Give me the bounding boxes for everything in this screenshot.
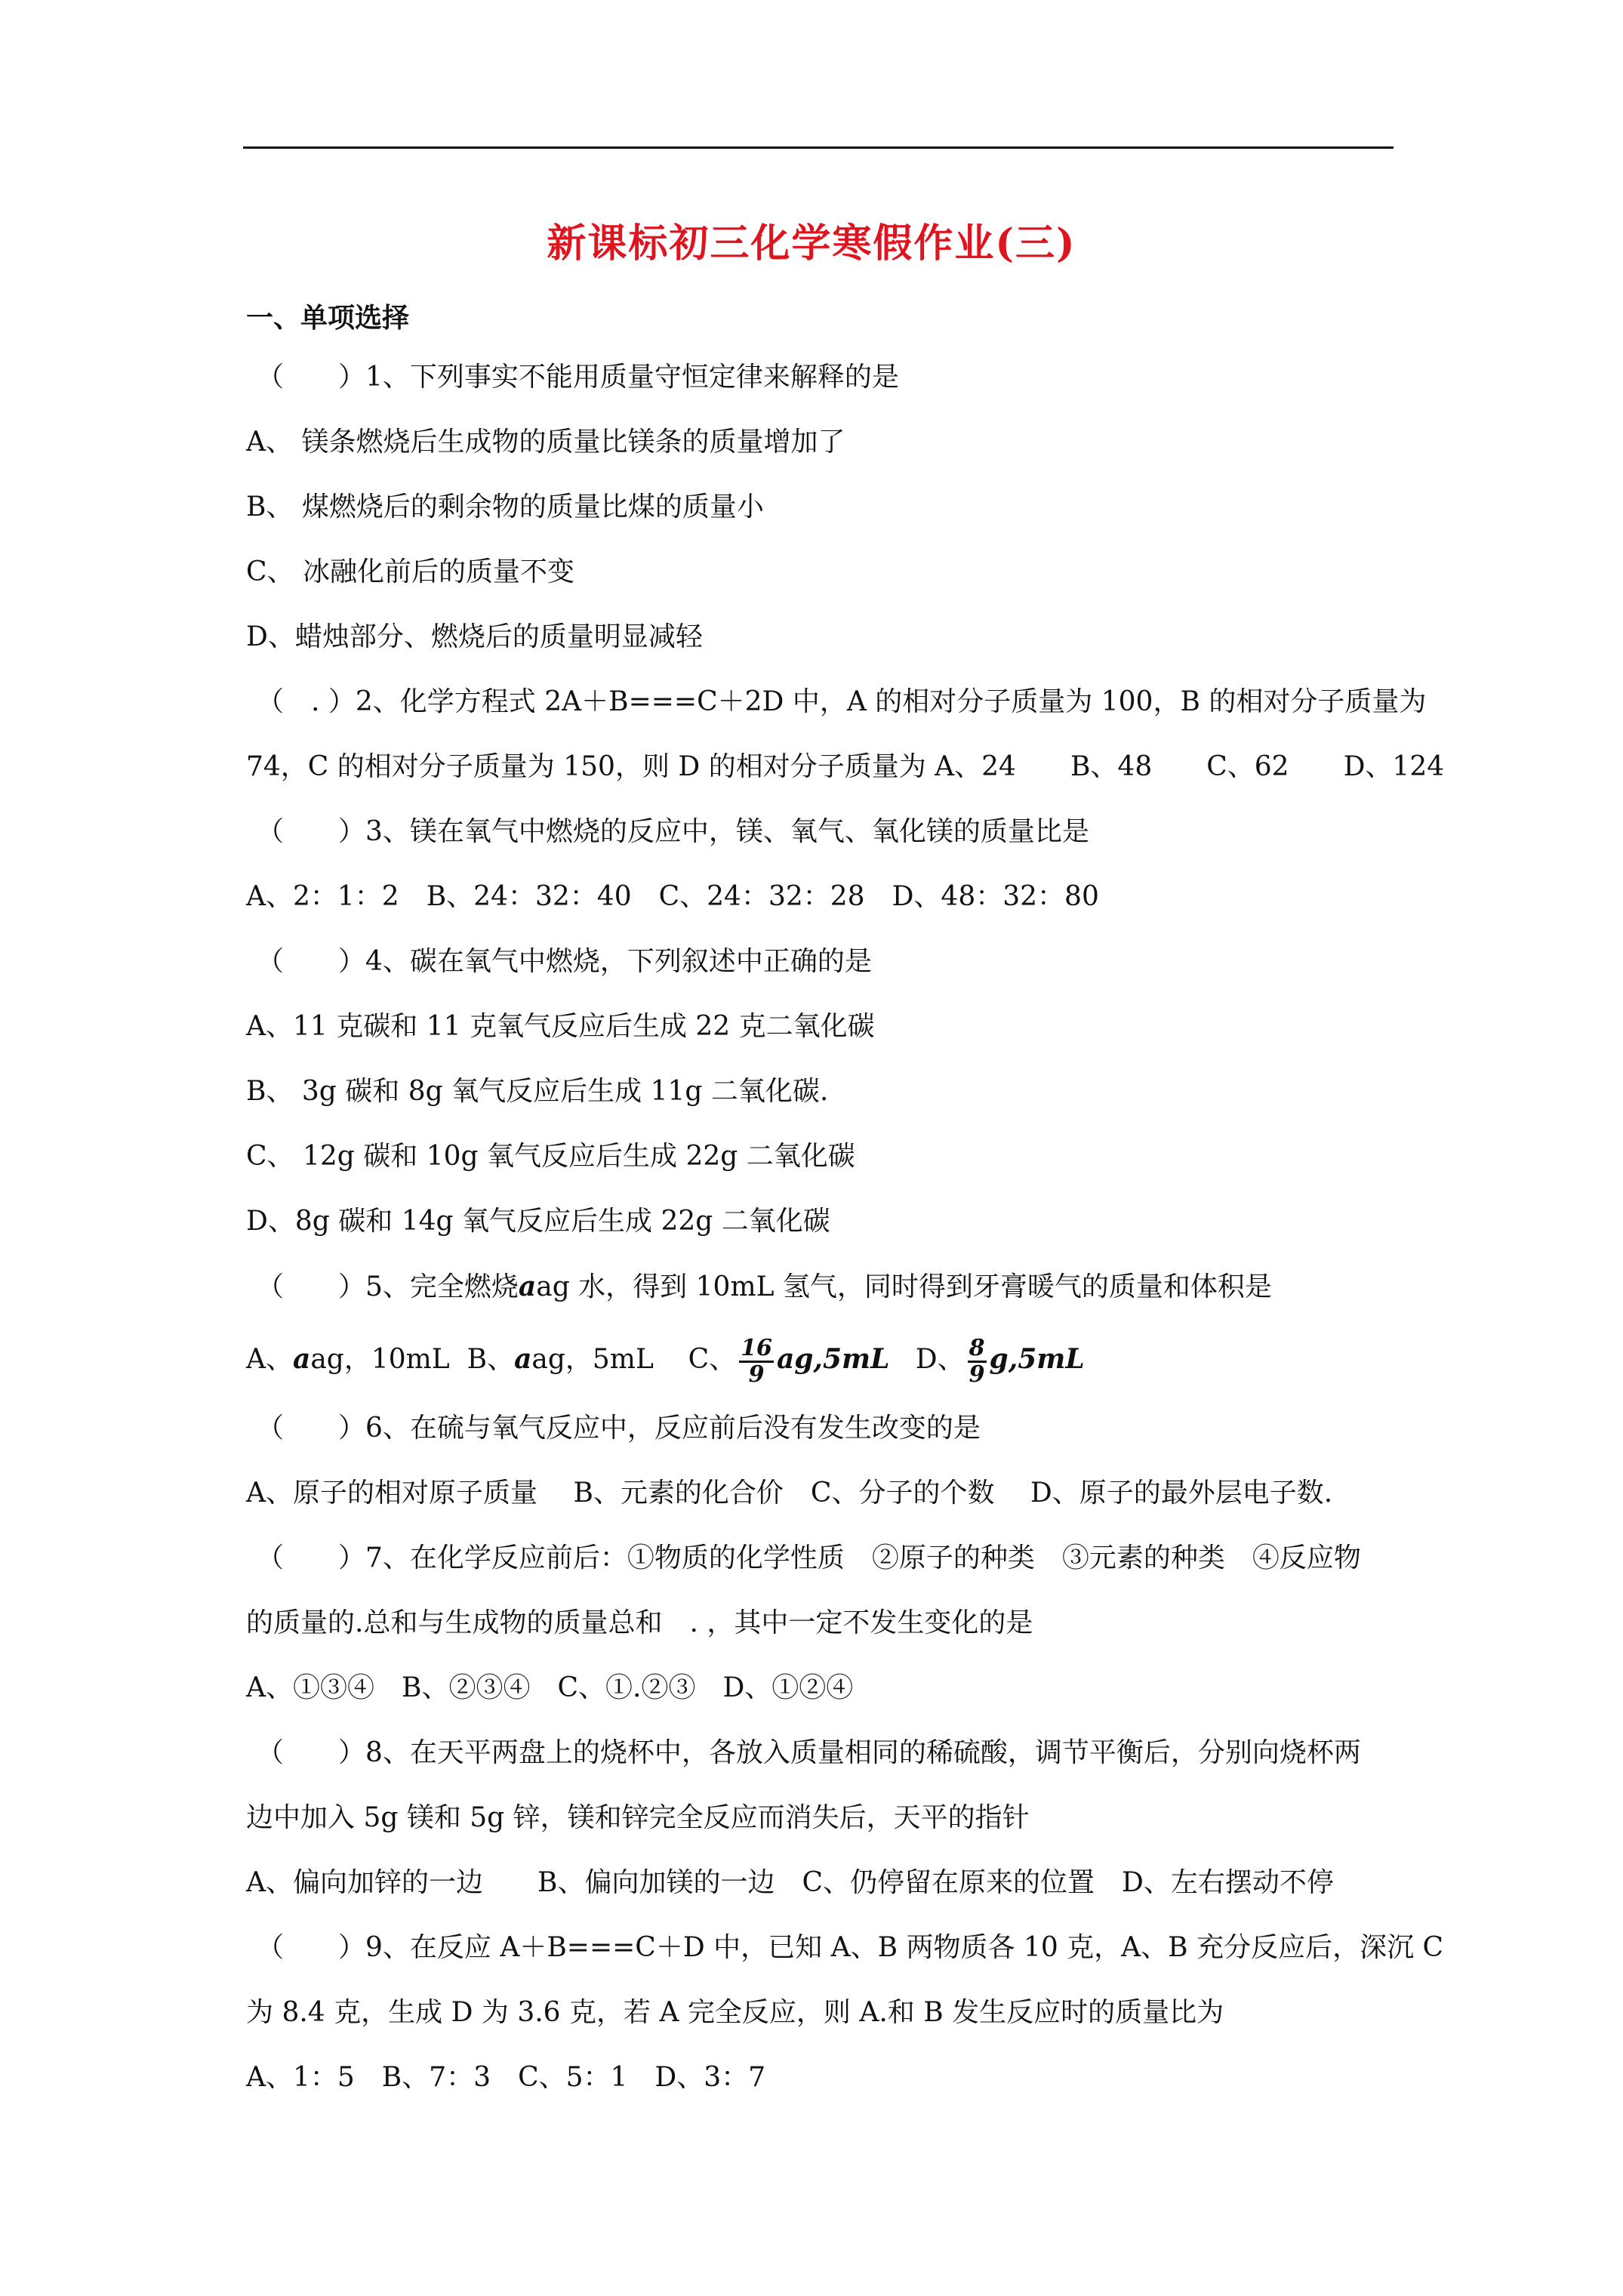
question-2-line-1: （ . ）2、化学方程式 2A＋B===C＋2D 中，A 的相对分子质量为 100，B 的相对分子质量为 bbox=[257, 686, 1427, 717]
q5-option-c-denominator: 9 bbox=[748, 1361, 765, 1388]
question-7-line-1: （ ）7、在化学反应前后：①物质的化学性质 ②原子的种类 ③元素的种类 ④反应物 bbox=[257, 1542, 1361, 1573]
question-9-line-1: （ ）9、在反应 A＋B===C＋D 中，已知 A、B 两物质各 10 克，A、B 充分反应后，深沉 C bbox=[257, 1932, 1444, 1963]
q5-option-d-numerator: 8 bbox=[969, 1334, 985, 1361]
q5-option-d-fraction bbox=[968, 1336, 987, 1387]
q5-option-b-variable: a bbox=[514, 1343, 532, 1375]
q5-option-d-text: g,5mL bbox=[989, 1343, 1085, 1375]
q5-option-c-numerator: 16 bbox=[741, 1334, 772, 1361]
q7-options: A、①③④ B、②③④ C、①.②③ D、①②④ bbox=[246, 1672, 854, 1703]
q5-option-a-variable: a bbox=[293, 1343, 311, 1375]
q4-option-d: D、8g 碳和 14g 氧气反应后生成 22g 二氧化碳 bbox=[246, 1206, 830, 1237]
question-3: （ ）3、镁在氧气中燃烧的反应中，镁、氧气、氧化镁的质量比是 bbox=[257, 816, 1089, 847]
question-9-line-2: 为 8.4 克，生成 D 为 3.6 克，若 A 完全反应，则 A.和 B 发生反应时的质量比为 bbox=[246, 1997, 1224, 2028]
q5-option-c-label: C、 bbox=[688, 1344, 737, 1375]
q4-option-a: A、11 克碳和 11 克氧气反应后生成 22 克二氧化碳 bbox=[246, 1011, 875, 1042]
q4-option-c: C、 12g 碳和 10g 氧气反应后生成 22g 二氧化碳 bbox=[246, 1141, 855, 1172]
q5-option-a-label: A、 bbox=[246, 1344, 293, 1375]
q5-option-c-text: ag,5mL bbox=[776, 1343, 890, 1375]
q4-option-b: B、 3g 碳和 8g 氧气反应后生成 11g 二氧化碳. bbox=[246, 1076, 829, 1107]
question-5 bbox=[257, 1270, 1272, 1304]
question-2-line-2: 74，C 的相对分子质量为 150，则 D 的相对分子质量为 A、24 B、48 C、62 D、124 bbox=[246, 751, 1445, 782]
q8-options: A、偏向加锌的一边 B、偏向加镁的一边 C、仍停留在原来的位置 D、左右摆动不停 bbox=[246, 1867, 1334, 1898]
q9-options: A、1：5 B、7：3 C、5：1 D、3：7 bbox=[246, 2062, 766, 2093]
header-rule bbox=[243, 146, 1394, 149]
q5-option-a-text: ag，10mL bbox=[310, 1344, 450, 1375]
question-4: （ ）4、碳在氧气中燃烧，下列叙述中正确的是 bbox=[257, 946, 872, 977]
page-title: 新课标初三化学寒假作业(三) bbox=[547, 220, 1076, 267]
question-8-line-2: 边中加入 5g 镁和 5g 锌，镁和锌完全反应而消失后，天平的指针 bbox=[246, 1802, 1030, 1833]
q5-stem-end: ag 水，得到 10mL 氢气，同时得到牙膏暖气的质量和体积是 bbox=[536, 1271, 1272, 1302]
q5-option-b-label: B、 bbox=[467, 1344, 515, 1375]
section-heading: 一、单项选择 bbox=[246, 302, 410, 334]
q6-options: A、原子的相对原子质量 B、元素的化合价 C、分子的个数 D、原子的最外层电子数. bbox=[246, 1478, 1333, 1509]
q5-stem-start: （ ）5、完全燃烧 bbox=[257, 1271, 519, 1302]
q1-option-b: B、 煤燃烧后的剩余物的质量比煤的质量小 bbox=[246, 492, 764, 522]
question-8-line-1: （ ）8、在天平两盘上的烧杯中，各放入质量相同的稀硫酸，调节平衡后，分别向烧杯两 bbox=[257, 1737, 1361, 1768]
q5-stem-variable: a bbox=[518, 1271, 537, 1302]
q1-option-c: C、 冰融化前后的质量不变 bbox=[246, 556, 574, 587]
q1-option-a: A、 镁条燃烧后生成物的质量比镁条的质量增加了 bbox=[246, 427, 845, 458]
q1-option-d: D、蜡烛部分、燃烧后的质量明显减轻 bbox=[246, 621, 703, 652]
question-1: （ ）1、下列事实不能用质量守恒定律来解释的是 bbox=[257, 362, 899, 393]
q5-option-d-denominator: 9 bbox=[969, 1361, 985, 1388]
q3-options: A、2：1：2 B、24：32：40 C、24：32：28 D、48：32：80 bbox=[246, 881, 1099, 912]
question-7-line-2: 的质量的.总和与生成物的质量总和 . ，其中一定不发生变化的是 bbox=[246, 1607, 1033, 1638]
q5-options bbox=[246, 1329, 1085, 1390]
question-6: （ ）6、在硫与氧气反应中，反应前后没有发生改变的是 bbox=[257, 1413, 981, 1444]
q5-option-b-text: ag，5mL bbox=[531, 1344, 654, 1375]
q5-option-d-label: D、 bbox=[915, 1344, 965, 1375]
q5-option-c-fraction bbox=[739, 1336, 774, 1387]
